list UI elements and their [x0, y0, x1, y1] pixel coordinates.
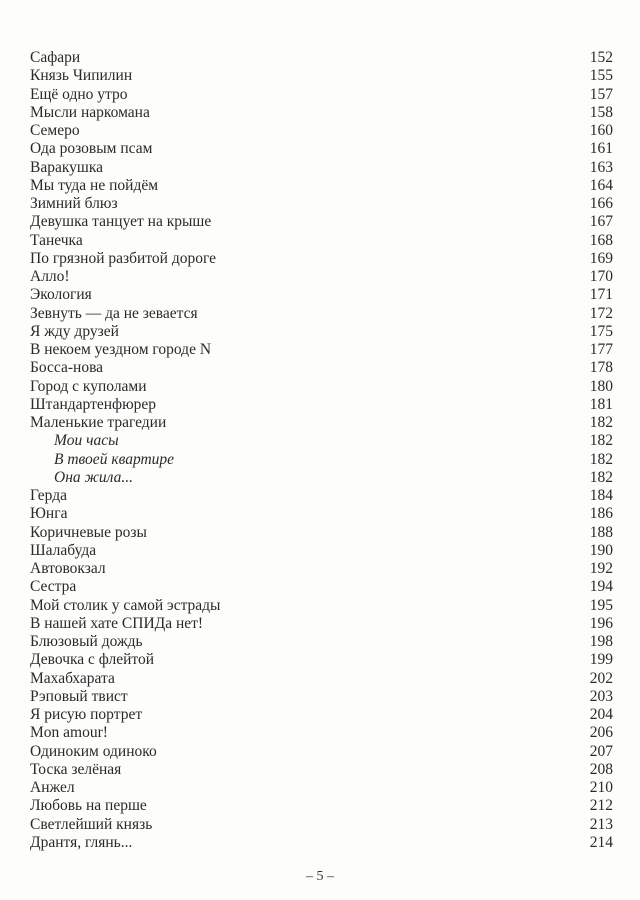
toc-entry-title: Варакушка: [30, 158, 104, 176]
toc-entry-title: В нашей хате СПИДа нет!: [30, 614, 204, 632]
toc-entry-title: Девочка с флейтой: [30, 651, 154, 669]
toc-entry: [30, 122, 613, 140]
toc-entry: [30, 615, 613, 633]
table-of-contents: [30, 49, 613, 852]
toc-entry-page: 168: [589, 231, 613, 249]
toc-entry-page: 199: [589, 651, 613, 669]
toc-entry-title: Юнга: [30, 505, 68, 523]
toc-entry-page: 184: [589, 487, 613, 504]
toc-entry-page: 186: [589, 505, 613, 523]
toc-entry: [30, 651, 613, 669]
toc-entry: [30, 578, 613, 596]
toc-entry: [30, 505, 613, 523]
toc-entry-title: Шалабуда: [30, 541, 97, 559]
toc-entry-title: Одиноким одиноко: [30, 742, 157, 760]
toc-entry-page: 182: [589, 468, 613, 486]
toc-entry-title: Автовокзал: [30, 560, 106, 577]
toc-entry-title: Mon amour!: [30, 724, 108, 742]
toc-entry-page: 196: [589, 614, 613, 632]
toc-entry-page: 157: [589, 85, 613, 103]
toc-entry-title: Зимний блюз: [30, 195, 118, 212]
toc-entry-title: Экология: [30, 286, 92, 304]
page-number: – 5 –: [306, 869, 334, 884]
toc-subentry: [30, 432, 613, 450]
toc-entry-page: 178: [589, 359, 613, 377]
toc-entry-title: Дрантя, глянь...: [30, 833, 133, 851]
toc-entry-page: 206: [589, 724, 613, 742]
toc-entry: [30, 706, 613, 724]
toc-entry-page: 204: [589, 706, 613, 723]
toc-entry-page: 164: [589, 176, 613, 194]
toc-entry: [30, 834, 613, 852]
toc-entry: [30, 213, 613, 231]
toc-entry-title: Мысли наркомана: [30, 103, 150, 121]
toc-subentry: [30, 451, 613, 469]
toc-entry-page: 207: [589, 742, 613, 760]
toc-entry: [30, 670, 613, 688]
toc-entry-page: 202: [589, 669, 613, 687]
toc-entry-title: Штандартенфюрер: [30, 395, 157, 413]
toc-entry-page: 181: [589, 395, 613, 413]
toc-entry: [30, 816, 613, 834]
toc-entry-title: Мои часы: [54, 432, 119, 450]
toc-entry-title: Ещё одно утро: [30, 85, 128, 103]
toc-entry: [30, 487, 613, 505]
toc-entry-page: 192: [589, 560, 613, 577]
toc-entry-title: Тоска зелёная: [30, 760, 122, 778]
toc-entry-title: Зевнуть — да не зевается: [30, 304, 198, 322]
toc-entry: [30, 305, 613, 323]
toc-entry: [30, 86, 613, 104]
toc-subentry: [30, 469, 613, 487]
toc-entry-title: Коричневые розы: [30, 523, 147, 541]
toc-entry-page: 182: [589, 450, 613, 468]
toc-entry: [30, 195, 613, 213]
toc-entry: [30, 414, 613, 432]
toc-entry: [30, 104, 613, 122]
toc-entry: [30, 286, 613, 304]
toc-entry: [30, 797, 613, 815]
toc-entry: [30, 633, 613, 651]
toc-entry-title: Она жила...: [54, 468, 133, 486]
toc-entry-page: 171: [589, 286, 613, 304]
toc-entry-title: Любовь на перше: [30, 797, 147, 815]
toc-entry-page: 190: [589, 541, 613, 559]
toc-entry-page: 155: [589, 67, 613, 85]
toc-entry-title: Князь Чипилин: [30, 67, 133, 85]
toc-entry: [30, 67, 613, 85]
toc-entry: [30, 688, 613, 706]
toc-entry: [30, 724, 613, 742]
toc-entry: [30, 743, 613, 761]
toc-entry-title: Блюзовый дождь: [30, 633, 143, 650]
toc-entry: [30, 250, 613, 268]
toc-entry-page: 169: [589, 249, 613, 267]
toc-entry-title: Девушка танцует на крыше: [30, 213, 212, 231]
toc-entry-title: Светлейший князь: [30, 815, 153, 833]
toc-entry-page: 161: [589, 140, 613, 158]
toc-entry-page: 182: [589, 432, 613, 450]
toc-entry-page: 172: [589, 304, 613, 322]
toc-entry-title: Семеро: [30, 122, 80, 139]
toc-entry-page: 182: [589, 414, 613, 431]
toc-entry-page: 198: [589, 633, 613, 650]
toc-entry: [30, 597, 613, 615]
toc-entry-title: Мой столик у самой эстрады: [30, 596, 221, 614]
toc-entry-page: 208: [589, 760, 613, 778]
toc-entry-title: Герда: [30, 487, 67, 504]
toc-entry: [30, 560, 613, 578]
toc-entry-title: Город с куполами: [30, 377, 147, 395]
toc-entry: [30, 232, 613, 250]
toc-entry: [30, 140, 613, 158]
toc-entry-page: 212: [589, 797, 613, 815]
toc-entry-page: 163: [589, 158, 613, 176]
toc-entry: [30, 779, 613, 797]
toc-entry: [30, 378, 613, 396]
toc-entry: [30, 341, 613, 359]
toc-entry-title: Анжел: [30, 779, 75, 796]
toc-entry-title: Алло!: [30, 268, 70, 285]
toc-entry: [30, 761, 613, 779]
toc-entry-page: 158: [589, 103, 613, 121]
toc-entry: [30, 323, 613, 341]
toc-entry-page: 167: [589, 213, 613, 231]
toc-entry-page: 166: [589, 195, 613, 212]
toc-entry-title: Сестра: [30, 578, 77, 596]
toc-entry-page: 195: [589, 596, 613, 614]
toc-entry-title: Сафари: [30, 49, 81, 66]
toc-entry: [30, 359, 613, 377]
toc-entry-page: 188: [589, 523, 613, 541]
toc-entry: [30, 49, 613, 67]
toc-entry-page: 180: [589, 377, 613, 395]
toc-entry-title: Маленькие трагедии: [30, 414, 167, 431]
toc-entry-page: 194: [589, 578, 613, 596]
toc-entry-page: 170: [589, 268, 613, 285]
toc-entry-page: 177: [589, 341, 613, 358]
toc-entry-title: По грязной разбитой дороге: [30, 249, 216, 267]
toc-entry: [30, 159, 613, 177]
toc-entry-title: В твоей квартире: [54, 450, 175, 468]
toc-entry-title: В некоем уездном городе N: [30, 341, 212, 358]
toc-entry-page: 175: [589, 322, 613, 340]
toc-entry-page: 214: [589, 833, 613, 851]
toc-entry-title: Босса-нова: [30, 359, 104, 377]
toc-entry-page: 152: [589, 49, 613, 66]
toc-entry-title: Рэповый твист: [30, 687, 128, 705]
toc-entry-title: Мы туда не пойдём: [30, 176, 159, 194]
toc-entry-title: Ода розовым псам: [30, 140, 153, 158]
toc-entry-page: 210: [589, 779, 613, 796]
toc-entry: [30, 177, 613, 195]
toc-entry: [30, 268, 613, 286]
toc-entry-title: Махабхарата: [30, 669, 115, 687]
toc-entry-page: 203: [589, 687, 613, 705]
toc-entry-page: 213: [589, 815, 613, 833]
toc-entry-title: Я рисую портрет: [30, 706, 143, 723]
toc-entry-title: Я жду друзей: [30, 322, 119, 340]
toc-entry-page: 160: [589, 122, 613, 139]
toc-entry: [30, 542, 613, 560]
toc-entry-title: Танечка: [30, 231, 83, 249]
toc-entry: [30, 524, 613, 542]
toc-entry: [30, 396, 613, 414]
